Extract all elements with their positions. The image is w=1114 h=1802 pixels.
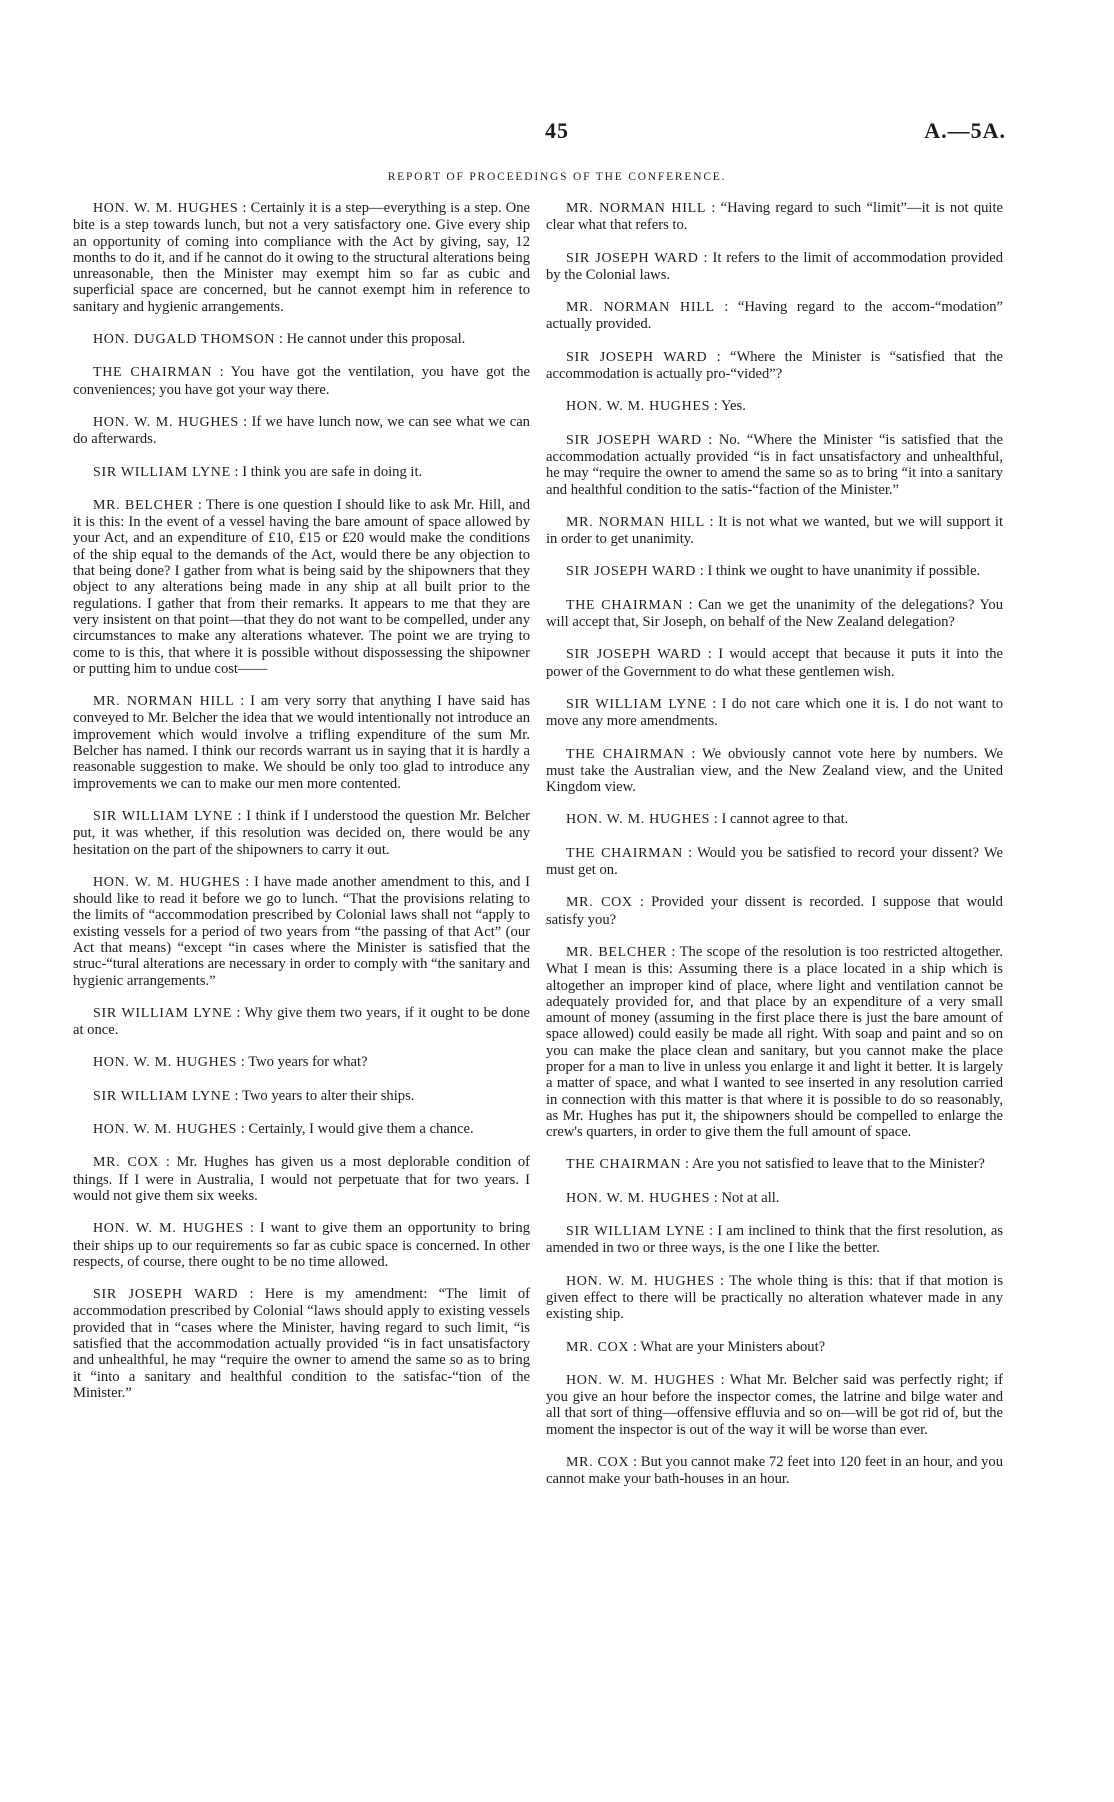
speaker-name: MR. NORMAN HILL: [566, 201, 707, 216]
speech-text: It refers to the limit of accommodation provided by the Colonial laws.: [546, 249, 1003, 283]
speech-text: Why give them two years, if it ought to be done at once.: [73, 1004, 531, 1039]
speech-paragraph: HON. W. M. HUGHES : Certainly it is a step—everything is a step. One bite is a step towards lunch, but not a very satisfactory one. Give every ship an opportunity of coming into compliance with the Act by giving, say, 12 months to do it, and if he cannot do it owing to the structural alterations being unreasonable, then the Minister may exempt him so far as cubic and superficial space are concerned, but he cannot exempt him in reference to sanitary and hygienic arrangements.: [73, 200, 530, 315]
running-head: REPORT OF PROCEEDINGS OF THE CONFERENCE.: [387, 171, 727, 183]
speaker-name: SIR JOSEPH WARD: [566, 432, 702, 448]
speech-paragraph: SIR JOSEPH WARD : No. “Where the Minister “is satisfied that the accommodation actually provided “is in fact unsatisfactory and unhealthful, he may “require the owner to amend the same so as to bring “it into a sanitary and healthful condition to the satis-“faction of the Minister.”: [546, 431, 1003, 498]
speech-paragraph: SIR JOSEPH WARD : It refers to the limit of accommodation provided by the Colonial laws.: [546, 249, 1003, 283]
speech-paragraph: HON. W. M. HUGHES : What Mr. Belcher said was perfectly right; if you give an hour before the inspector comes, the latrine and bilge water and all that sort of thing—offensive effluvia and so on—will be got rid of, but the moment the inspector is out of the way it will be worse than ever.: [546, 1371, 1004, 1438]
speech-text: Would you be satisfied to record your dissent? We must get on.: [546, 844, 1004, 879]
speaker-name: HON. W. M. HUGHES: [566, 1273, 715, 1289]
speaker-name: THE CHAIRMAN: [93, 365, 213, 381]
speaker-name: HON. W. M. HUGHES: [93, 1122, 238, 1138]
speech-paragraph: SIR WILLIAM LYNE : Why give them two years, if it ought to be done at once.: [73, 1004, 531, 1039]
speech-text: I do not care which one it is. I do not want to move any more amendments.: [546, 695, 1003, 730]
left-column: [73, 200, 530, 1417]
speech-text: What Mr. Belcher said was perfectly right; if you give an hour before the inspector comes, the latrine and bilge water and all that sort of thing—offensive effluvia and so on—will be got rid of, but the moment the inspector is out of the way it will be worse than ever.: [546, 1371, 1004, 1438]
speech-text: “Where the Minister is “satisfied that the accommodation is actually pro-“vided”?: [546, 348, 1003, 383]
speaker-name: SIR JOSEPH WARD: [566, 564, 697, 580]
speaker-name: MR. COX: [566, 1339, 630, 1355]
speech-paragraph: SIR JOSEPH WARD : I think we ought to have unanimity if possible.: [566, 563, 981, 580]
speaker-name: THE CHAIRMAN: [566, 597, 684, 613]
speech-paragraph: THE CHAIRMAN : Would you be satisfied to record your dissent? We must get on.: [546, 844, 1004, 879]
speech-paragraph: MR. COX : What are your Ministers about?: [566, 1338, 826, 1355]
speech-paragraph: MR. NORMAN HILL : It is not what we wanted, but we will support it in order to get unanimity.: [546, 513, 1004, 548]
speech-text: Not at all.: [721, 1189, 780, 1206]
speech-text: But you cannot make 72 feet into 120 feet in an hour, and you cannot make your bath-houses in an hour.: [546, 1454, 1003, 1488]
speech-paragraph: MR. NORMAN HILL : “Having regard to such “limit”—it is not quite clear what that refers to.: [546, 200, 1004, 234]
speaker-name: HON. W. M. HUGHES: [93, 1055, 238, 1071]
speaker-name: HON. W. M. HUGHES: [566, 812, 711, 828]
speech-text: Here is my amendment: “The limit of accommodation prescribed by Colonial “laws should apply to existing vessels provided that in “cases where the Minister, having regard to such limit, “is satisfied that the accommodation actually provided “is in fact unsatisfactory and unhealthful, he may “require the owner to amend the same so as to bring it “into a sanitary and healthful condition to the satisfac-“tion of the Minister.”: [73, 1286, 530, 1401]
speech-text: I am very sorry that anything I have said has conveyed to Mr. Belcher the idea that we would intentionally not introduce an improvement which would involve a trifling expenditure of the sum Mr. Belcher has named. I think our records warrant us in saying that it is hardly a reasonable suggestion to make. We should be only too glad to introduce any improvements we can to make our men more contented.: [73, 693, 531, 792]
speech-text: If we have lunch now, we can see what we can do afterwards.: [73, 413, 530, 448]
speech-text: Yes.: [720, 398, 746, 415]
speech-paragraph: HON. W. M. HUGHES : I have made another amendment to this, and I should like to read it before we go to lunch. “That the provisions relating to the limits of “accommodation prescribed by Colonial laws shall not “apply to existing vessels for a period of two years from “the passing of that Act” (our Act that means) “except “in cases where the Minister is satisfied that the struc-“tural alterations are necessary in order to comply with “the sanitary and hygienic arrangements.”: [73, 873, 530, 989]
speech-paragraph: SIR WILLIAM LYNE : I am inclined to think that the first resolution, as amended in two or three ways, is the one I like the better.: [546, 1223, 1003, 1257]
speech-text: I have made another amendment to this, and I should like to read it before we go to lunch. “That the provisions relating to the limits of “accommodation prescribed by Colonial laws shall not “apply to existing vessels for a period of two years from “the passing of that Act” (our Act that means) “except “in cases where the Minister is satisfied that the struc-“tural alterations are necessary in order to comply with “the sanitary and hygienic arrangements.”: [73, 873, 530, 989]
speaker-name: SIR WILLIAM LYNE: [93, 1088, 231, 1104]
speech-text: I cannot agree to that.: [721, 811, 849, 828]
speech-paragraph: HON. W. M. HUGHES : Not at all.: [566, 1189, 780, 1206]
speaker-name: SIR WILLIAM LYNE: [566, 696, 708, 712]
speech-paragraph: MR. BELCHER : There is one question I should like to ask Mr. Hill, and it is this: In the event of a vessel having the bare amount of space allowed by your Act, and an expenditure of £10, £15 or £20 would make the conditions of the ship equal to the demands of the Act, would there be any objection to that being done? I gather from what is being said by the shipowners that they object to any alterations being made in any ship at all built prior to the regulations. I gather that from their remarks. It appears to me that they are very insistent on that point—that they do not want to be compelled, under any circumstances to make any alterations whatever. The point we are trying to come to is this, that where it is possible without dispossessing the shipowner or putting him to undue cost——: [73, 496, 531, 677]
speech-text: He cannot under this proposal.: [286, 331, 466, 348]
speaker-name: SIR WILLIAM LYNE: [93, 808, 233, 824]
speech-text: Certainly it is a step—everything is a step. One bite is a step towards lunch, but not a very satisfactory one. Give every ship an opportunity of coming into compliance with the Act by giving, say, 12 months to do it, and if he cannot do it owing to the structural alterations being unreasonable, then the Minister may exempt him so far as cubic and superficial space are concerned, but he cannot exempt him in reference to sanitary and hygienic arrangements.: [73, 200, 530, 315]
speech-paragraph: MR. COX : Provided your dissent is recorded. I suppose that would satisfy you?: [546, 894, 1003, 928]
speaker-name: SIR WILLIAM LYNE: [93, 464, 231, 480]
speaker-name: HON. W. M. HUGHES: [566, 1190, 711, 1206]
speaker-name: HON. W. M. HUGHES: [93, 874, 241, 890]
speaker-name: HON. W. M. HUGHES: [93, 201, 239, 216]
speaker-name: MR. COX: [566, 1455, 630, 1471]
speech-text: Two years to alter their ships.: [241, 1087, 415, 1104]
speech-paragraph: SIR WILLIAM LYNE : I do not care which one it is. I do not want to move any more amendments.: [546, 695, 1003, 730]
speech-paragraph: THE CHAIRMAN : Are you not satisfied to leave that to the Minister?: [566, 1156, 985, 1173]
speech-text: Are you not satisfied to leave that to the Minister?: [691, 1156, 985, 1173]
speaker-name: HON. W. M. HUGHES: [566, 1372, 716, 1388]
speech-text: Provided your dissent is recorded. I suppose that would satisfy you?: [546, 894, 1003, 928]
speaker-name: HON. DUGALD THOMSON: [93, 332, 276, 348]
speech-paragraph: MR. NORMAN HILL : “Having regard to the accom-“modation” actually provided.: [546, 299, 1003, 333]
speech-paragraph: HON. W. M. HUGHES : I cannot agree to that.: [566, 811, 849, 828]
speaker-name: HON. W. M. HUGHES: [93, 1221, 244, 1237]
speech-paragraph: HON. W. M. HUGHES : The whole thing is this: that if that motion is given effect to there will be practically no alteration whatever made in any existing ship.: [546, 1272, 1004, 1323]
speech-paragraph: HON. DUGALD THOMSON : He cannot under this proposal.: [93, 331, 466, 348]
right-column: [546, 200, 1003, 1504]
speech-paragraph: SIR WILLIAM LYNE : I think if I understood the question Mr. Belcher put, it was whether, if this resolution was decided on, there would be any hesitation on the part of the shipowners to carry it out.: [73, 807, 530, 858]
speaker-name: MR. COX: [93, 1155, 160, 1171]
speech-paragraph: MR. COX : Mr. Hughes has given us a most deplorable condition of things. If I were in Australia, I would not perpetuate that for two years. I would not give them six weeks.: [73, 1154, 531, 1204]
speech-paragraph: HON. W. M. HUGHES : Certainly, I would give them a chance.: [93, 1121, 474, 1138]
speech-text: I want to give them an opportunity to bring their ships up to our requirements so far as cubic space is concerned. In other respects, of course, there ought to be no time allowed.: [73, 1220, 530, 1270]
speech-text: Can we get the unanimity of the delegations? You will accept that, Sir Joseph, on behalf of the New Zealand delegation?: [546, 596, 1004, 631]
speaker-name: MR. NORMAN HILL: [566, 514, 705, 530]
speech-paragraph: THE CHAIRMAN : You have got the ventilation, you have got the conveniences; you have got your way there.: [73, 364, 531, 398]
speech-paragraph: HON. W. M. HUGHES : If we have lunch now, we can see what we can do afterwards.: [73, 413, 530, 448]
speech-text: It is not what we wanted, but we will support it in order to get unanimity.: [546, 513, 1004, 548]
speaker-name: SIR WILLIAM LYNE: [566, 1224, 705, 1240]
speech-text: I would accept that because it puts it into the power of the Government to do what these gentlemen wish.: [546, 646, 1004, 680]
speaker-name: SIR JOSEPH WARD: [93, 1287, 239, 1303]
speaker-name: MR. BELCHER: [566, 944, 668, 960]
speech-text: I think you are safe in doing it.: [242, 463, 423, 480]
speaker-name: HON. W. M. HUGHES: [93, 414, 239, 430]
document-reference: A.—5A.: [924, 118, 1006, 143]
speech-paragraph: HON. W. M. HUGHES : Yes.: [566, 398, 746, 415]
speech-text: Certainly, I would give them a chance.: [248, 1121, 474, 1138]
speech-text: I am inclined to think that the first resolution, as amended in two or three ways, is the one I like the better.: [546, 1223, 1003, 1257]
speech-text: Two years for what?: [248, 1054, 368, 1071]
speech-text: What are your Ministers about?: [640, 1338, 826, 1355]
speech-text: No. “Where the Minister “is satisfied that the accommodation actually provided “is in fact unsatisfactory and unhealthful, he may “require the owner to amend the same so as to bring “it into a sanitary and healthful condition to the satis-“faction of the Minister.”: [546, 431, 1003, 498]
speech-paragraph: HON. W. M. HUGHES : I want to give them an opportunity to bring their ships up to our requirements so far as cubic space is concerned. In other respects, of course, there ought to be no time allowed.: [73, 1220, 530, 1270]
speech-text: I think if I understood the question Mr. Belcher put, it was whether, if this resolution was decided on, there would be any hesitation on the part of the shipowners to carry it out.: [73, 807, 530, 858]
speech-text: There is one question I should like to ask Mr. Hill, and it is this: In the event of a vessel having the bare amount of space allowed by your Act, and an expenditure of £10, £15 or £20 would make the conditions of the ship equal to the demands of the Act, would there be any objection to that being done? I gather from what is being said by the shipowners that they object to any alterations being made in any ship at all built prior to the regulations. I gather that from their remarks. It appears to me that they are very insistent on that point—that they do not want to be compelled, under any circumstances to make any alterations whatever. The point we are trying to come to is this, that where it is possible without dispossessing the shipowner or putting him to undue cost——: [73, 496, 531, 677]
speech-paragraph: THE CHAIRMAN : Can we get the unanimity of the delegations? You will accept that, Sir Joseph, on behalf of the New Zealand delegation?: [546, 596, 1004, 631]
speaker-name: MR. COX: [566, 895, 633, 911]
speaker-name: THE CHAIRMAN: [566, 845, 683, 861]
speaker-name: MR. NORMAN HILL: [566, 300, 715, 316]
speech-text: The whole thing is this: that if that motion is given effect to there will be practically no alteration whatever made in any existing ship.: [546, 1272, 1004, 1323]
speech-paragraph: SIR JOSEPH WARD : I would accept that because it puts it into the power of the Government to do what these gentlemen wish.: [546, 646, 1004, 680]
speech-text: Mr. Hughes has given us a most deplorable condition of things. If I were in Australia, I would not perpetuate that for two years. I would not give them six weeks.: [73, 1154, 531, 1204]
speech-text: “Having regard to such “limit”—it is not quite clear what that refers to.: [546, 200, 1004, 234]
speech-paragraph: SIR WILLIAM LYNE : I think you are safe in doing it.: [93, 463, 423, 480]
speech-text: “Having regard to the accom-“modation” actually provided.: [546, 299, 1003, 333]
speaker-name: SIR JOSEPH WARD: [566, 349, 708, 365]
speaker-name: SIR WILLIAM LYNE: [93, 1005, 233, 1021]
speaker-name: SIR JOSEPH WARD: [566, 647, 702, 663]
speech-paragraph: HON. W. M. HUGHES : Two years for what?: [93, 1054, 368, 1071]
speech-paragraph: SIR JOSEPH WARD : “Where the Minister is “satisfied that the accommodation is actually pro-“vided”?: [546, 348, 1003, 383]
speaker-name: MR. BELCHER: [93, 497, 194, 513]
speaker-name: MR. NORMAN HILL: [93, 694, 235, 710]
speaker-name: SIR JOSEPH WARD: [566, 250, 699, 266]
speech-text: You have got the ventilation, you have got the conveniences; you have got your way there.: [73, 364, 531, 398]
speech-text: We obviously cannot vote here by numbers. We must take the Australian view, and the New Zealand view, and the United Kingdom view.: [546, 745, 1004, 796]
speech-paragraph: SIR JOSEPH WARD : Here is my amendment: “The limit of accommodation prescribed by Colonial “laws should apply to existing vessels provided that in “cases where the Minister, having regard to such limit, “is satisfied that the accommodation actually provided “is in fact unsatisfactory and unhealthful, he may “require the owner to amend the same so as to bring it “into a sanitary and healthful condition to the satisfac-“tion of the Minister.”: [73, 1286, 530, 1401]
speech-paragraph: MR. NORMAN HILL : I am very sorry that anything I have said has conveyed to Mr. Belcher the idea that we would intentionally not introduce an improvement which would involve a trifling expenditure of the sum Mr. Belcher has named. I think our records warrant us in saying that it is hardly a reasonable suggestion to make. We should be only too glad to introduce any improvements we can to make our men more contented.: [73, 693, 531, 792]
speech-text: I think we ought to have unanimity if possible.: [707, 563, 981, 580]
speech-paragraph: MR. BELCHER : The scope of the resolution is too restricted altogether. What I mean is this: Assuming there is a place located in a ship which is altogether an improper kind of place, where light and ventilation cannot be adequately provided for, and that place by an expenditure of a very small amount of money (assuming in the first place there is just the bare amount of space allowed) could easily be made all right. With soap and paint and so on you can make the place clean and sanitary, but you cannot make the place proper for a man to live in unless you enlarge it and light it better. It is largely a matter of space, and what I wanted to see inserted in any resolution carried in connection with this matter is that where it is possible to do so reasonably, as Mr. Hughes has put it, the shipowners should be compelled to enlarge the crew's quarters, in order to give them the full amount of space.: [546, 943, 1004, 1141]
speaker-name: THE CHAIRMAN: [566, 1157, 682, 1173]
speaker-name: HON. W. M. HUGHES: [566, 399, 711, 415]
speech-paragraph: MR. COX : But you cannot make 72 feet into 120 feet in an hour, and you cannot make your bath-houses in an hour.: [546, 1454, 1003, 1488]
speech-text: The scope of the resolution is too restricted altogether. What I mean is this: Assuming there is a place located in a ship which is altogether an improper kind of place, where light and ventilation cannot be adequately provided for, and that place by an expenditure of a very small amount of money (assuming in the first place there is just the bare amount of space allowed) could easily be made all right. With soap and paint and so on you can make the place clean and sanitary, but you cannot make the place proper for a man to live in unless you enlarge it and light it better. It is largely a matter of space, and what I wanted to see inserted in any resolution carried in connection with this matter is that where it is possible to do so reasonably, as Mr. Hughes has put it, the shipowners should be compelled to enlarge the crew's quarters, in order to give them the full amount of space.: [546, 943, 1004, 1141]
speaker-name: THE CHAIRMAN: [566, 746, 685, 762]
speech-paragraph: THE CHAIRMAN : We obviously cannot vote here by numbers. We must take the Australian view, and the New Zealand view, and the United Kingdom view.: [546, 745, 1004, 796]
speech-paragraph: SIR WILLIAM LYNE : Two years to alter their ships.: [93, 1087, 415, 1104]
page-number: 45: [545, 118, 569, 143]
